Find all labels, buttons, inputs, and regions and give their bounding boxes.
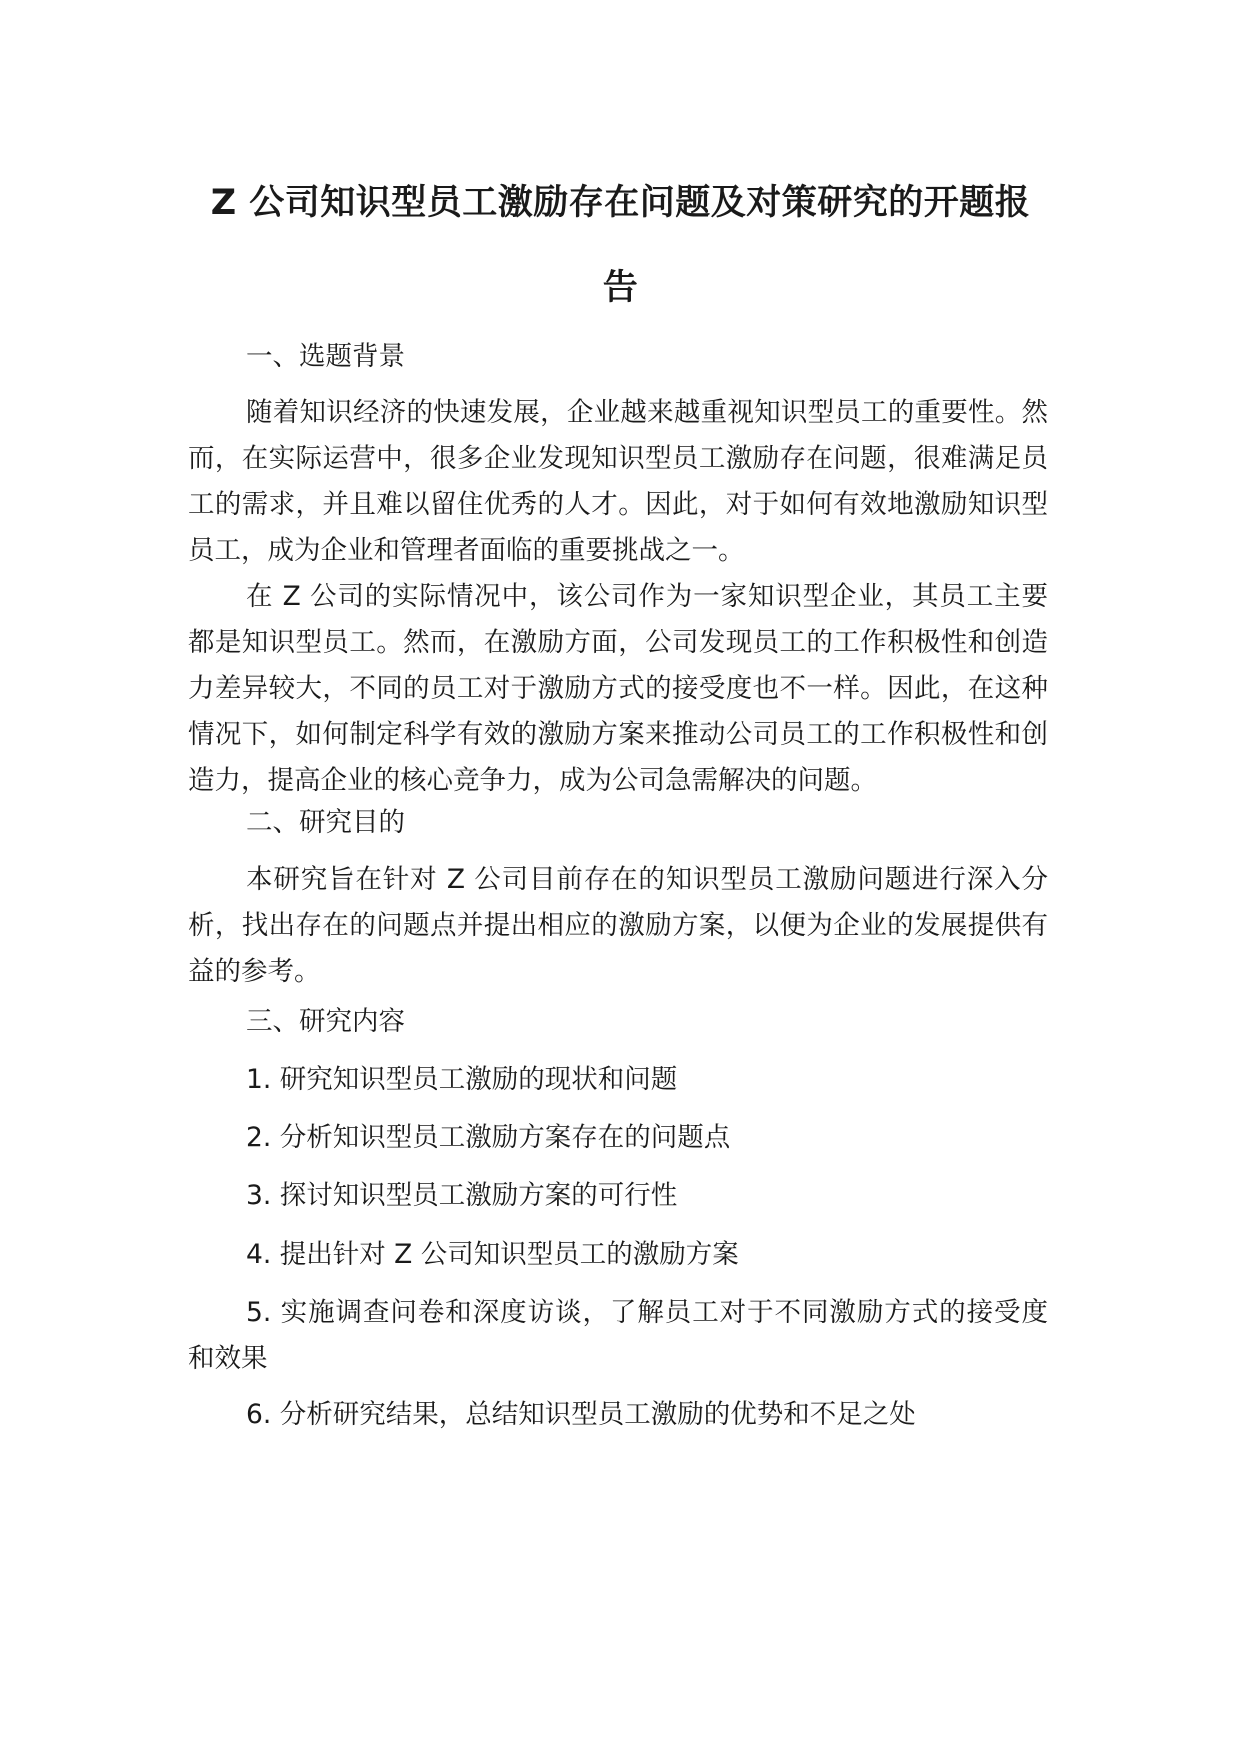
section-heading-purpose: 二、研究目的 bbox=[246, 807, 405, 838]
document-title-line-1: Z 公司知识型员工激励存在问题及对策研究的开题报 bbox=[210, 183, 1031, 223]
list-item: 4. 提出针对 Z 公司知识型员工的激励方案 bbox=[246, 1239, 739, 1270]
list-item: 3. 探讨知识型员工激励方案的可行性 bbox=[246, 1180, 678, 1211]
list-item: 2. 分析知识型员工激励方案存在的问题点 bbox=[246, 1122, 731, 1153]
list-item: 6. 分析研究结果，总结知识型员工激励的优势和不足之处 bbox=[246, 1399, 916, 1430]
paragraph-purpose: 本研究旨在针对 Z 公司目前存在的知识型员工激励问题进行深入分析，找出存在的问题点并提出相应的激励方案，以便为企业的发展提供有益的参考。 bbox=[188, 864, 1048, 987]
list-item: 1. 研究知识型员工激励的现状和问题 bbox=[246, 1064, 678, 1095]
section-heading-background: 一、选题背景 bbox=[246, 341, 405, 372]
paragraph-background-2: 在 Z 公司的实际情况中，该公司作为一家知识型企业，其员工主要都是知识型员工。然而，在激励方面，公司发现员工的工作积极性和创造力差异较大，不同的员工对于激励方式的接受度也不一样。因此，在这种情况下，如何制定科学有效的激励方案来推动公司员工的工作积极性和创造力，提高企业的核心竞争力，成为公司急需解决的问题。 bbox=[188, 581, 1048, 796]
section-heading-content: 三、研究内容 bbox=[246, 1006, 405, 1037]
document-title-line-2: 告 bbox=[602, 268, 639, 308]
list-item: 5. 实施调查问卷和深度访谈，了解员工对于不同激励方式的接受度和效果 bbox=[188, 1297, 1048, 1374]
paragraph-background-1: 随着知识经济的快速发展，企业越来越重视知识型员工的重要性。然而，在实际运营中，很多企业发现知识型员工激励存在问题，很难满足员工的需求，并且难以留住优秀的人才。因此，对于如何有效地激励知识型员工，成为企业和管理者面临的重要挑战之一。 bbox=[188, 397, 1048, 566]
